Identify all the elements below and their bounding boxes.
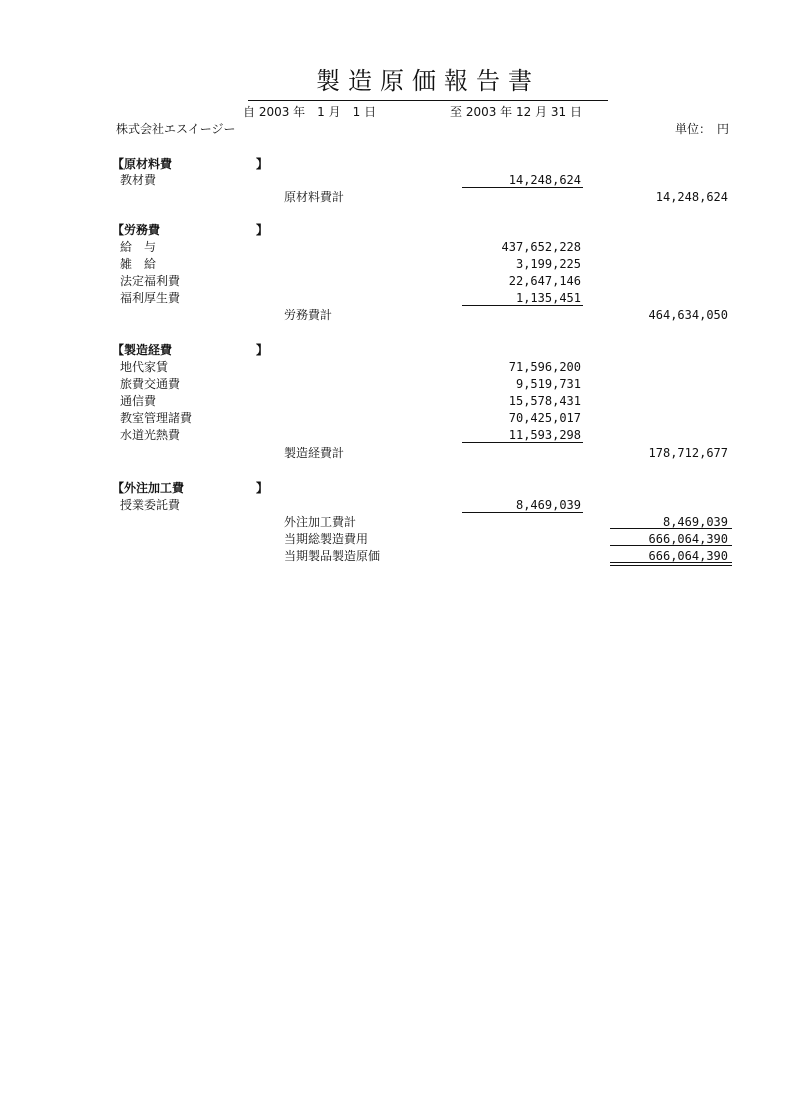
section-close-overhead: 】 [256, 343, 269, 357]
item-amount: 9,519,731 [515, 377, 581, 391]
period-to: 至 2003 年 12 月 31 日 [450, 105, 582, 119]
item-amount: 15,578,431 [508, 394, 581, 408]
subtotal-label-labor: 労務費計 [284, 308, 333, 322]
total-rule [610, 545, 732, 546]
item-amount: 1,135,451 [515, 291, 581, 305]
item-amount: 71,596,200 [508, 360, 581, 374]
subtotal-amount-overhead: 178,712,677 [648, 446, 728, 460]
item-label: 水道光熱費 [120, 428, 181, 442]
subtotal-label-outsourcing: 外注加工費計 [284, 515, 357, 529]
period-from: 自 2003 年 1 月 1 日 [243, 105, 377, 119]
subtotal-rule [462, 305, 583, 306]
section-heading-outsourcing: 【外注加工費 [112, 481, 185, 495]
subtotal-label-materials: 原材料費計 [284, 190, 345, 204]
item-label: 給 与 [120, 240, 157, 254]
item-label: 授業委託費 [120, 498, 181, 512]
company-name: 株式会社エスイージー [116, 122, 236, 136]
item-label: 旅費交通費 [120, 377, 181, 391]
subtotal-amount-outsourcing: 8,469,039 [662, 515, 728, 529]
report-title: 製造原価報告書 [248, 66, 608, 101]
subtotal-amount-materials: 14,248,624 [655, 190, 728, 204]
item-label: 教室管理諸費 [120, 411, 193, 425]
section-heading-labor: 【労務費 [112, 223, 161, 237]
section-heading-materials: 【原材料費 [112, 157, 173, 171]
subtotal-amount-labor: 464,634,050 [648, 308, 728, 322]
item-label: 通信費 [120, 394, 157, 408]
item-amount: 11,593,298 [508, 428, 581, 442]
section-heading-overhead: 【製造経費 [112, 343, 173, 357]
item-amount: 8,469,039 [515, 498, 581, 512]
subtotal-rule [462, 442, 583, 443]
item-label: 福利厚生費 [120, 291, 181, 305]
item-amount: 437,652,228 [501, 240, 581, 254]
item-label: 雑 給 [120, 257, 157, 271]
item-amount: 70,425,017 [508, 411, 581, 425]
item-label: 法定福利費 [120, 274, 181, 288]
subtotal-rule [462, 512, 583, 513]
subtotal-label-overhead: 製造経費計 [284, 446, 345, 460]
cost-of-goods-amount: 666,064,390 [648, 549, 728, 563]
item-amount: 3,199,225 [515, 257, 581, 271]
total-manufacturing-amount: 666,064,390 [648, 532, 728, 546]
item-label: 地代家賃 [120, 360, 169, 374]
final-double-rule [610, 562, 732, 566]
item-label: 教材費 [120, 173, 157, 187]
cost-of-goods-label: 当期製品製造原価 [284, 549, 381, 563]
total-rule [610, 528, 732, 529]
section-close-materials: 】 [256, 157, 269, 171]
subtotal-rule [462, 187, 583, 188]
section-close-outsourcing: 】 [256, 481, 269, 495]
total-manufacturing-label: 当期総製造費用 [284, 532, 369, 546]
item-amount: 14,248,624 [508, 173, 581, 187]
section-close-labor: 】 [256, 223, 269, 237]
unit-label: 単位： 円 [675, 122, 730, 136]
item-amount: 22,647,146 [508, 274, 581, 288]
